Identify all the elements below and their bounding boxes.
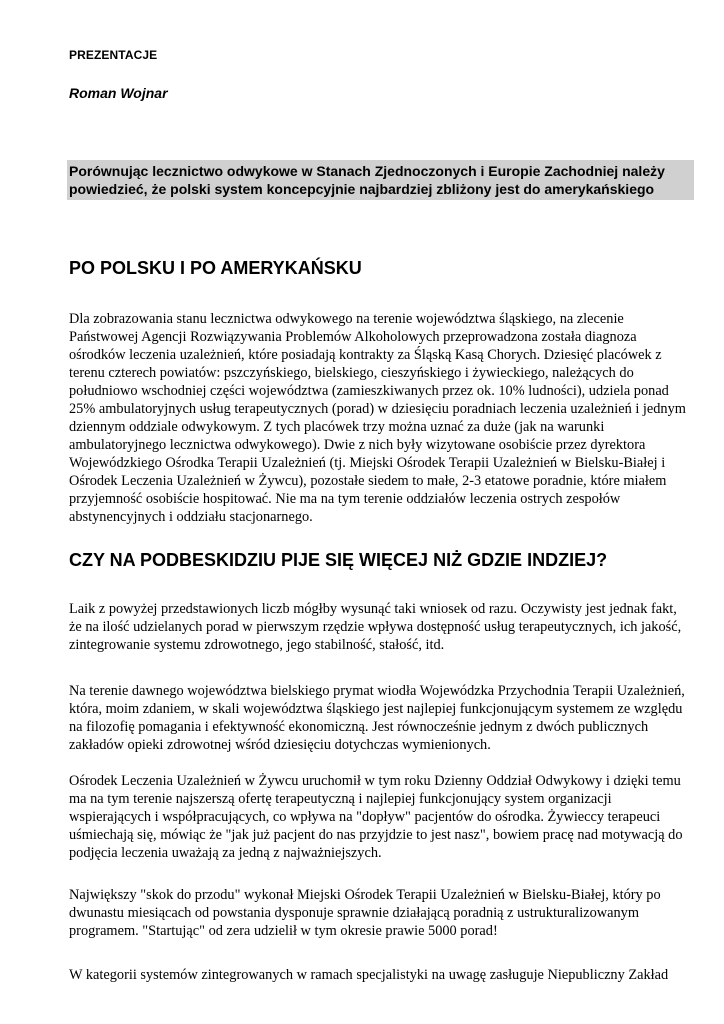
text-line: abstynencyjnych i oddziału stacjonarnego. <box>69 509 313 525</box>
text-line: podjęcia leczenia uważają za jedną z najważniejszych. <box>69 845 382 861</box>
text-line: zakładów opieki zdrowotnej wśród dziesięciu dotychczas wymienionych. <box>69 737 491 753</box>
text-line: wspierających i współpracujących, co wpływa na "dopływ" pacjentów do ośrodka. Żywieccy terapeuci <box>69 809 661 825</box>
text-line: dwunastu miesiącach od powstania dysponuje sprawnie działającą poradnią z ustrukturalizowanym <box>69 905 639 921</box>
text-line: dziennym oddziale odwykowym. Z tych placówek trzy można uznać za duże (jak na warunki <box>69 419 605 435</box>
lead-line: Porównując lecznictwo odwykowe w Stanach Zjednoczonych i Europie Zachodniej należy <box>69 163 665 179</box>
paragraph-4 <box>69 772 691 862</box>
text-line: południowo wschodniej części województwa (zamieszkiwanych przez ok. 10% ludności), udziela ponad <box>69 383 669 399</box>
text-line: Ośrodek Leczenia Uzależnień w Żywcu uruchomił w tym roku Dzienny Oddział Odwykowy i dzięki temu <box>69 773 681 789</box>
paragraph-1 <box>69 310 691 526</box>
section-heading-2: CZY NA PODBESKIDZIU PIJE SIĘ WIĘCEJ NIŻ GDZIE INDZIEJ? <box>69 550 608 570</box>
text-line: przyjemność osobiście hospitować. Nie ma na tym terenie oddziałów leczenia ostrych zespołów <box>69 491 621 507</box>
text-line: Państwowej Agencji Rozwiązywania Problemów Alkoholowych przeprowadzona została diagnoza <box>69 329 637 345</box>
text-line: Wojewódzkiego Ośrodka Terapii Uzależnień (tj. Miejski Ośrodek Terapii Uzależnień w Bielsku-Białej i <box>69 455 666 471</box>
text-line: terenu czterech powiatów: pszczyńskiego, bielskiego, cieszyńskiego i żywieckiego, należących do <box>69 365 634 381</box>
text-line: na filozofię pomagania i efektywność ekonomiczną. Jest równocześnie jednym z dwóch publicznych <box>69 719 649 735</box>
text-line: ośrodków leczenia uzależnień, które posiadają kontrakty za Śląską Kasą Chorych. Dziesięć placówek z <box>69 347 662 363</box>
text-line: 25% ambulatoryjnych usług terapeutycznych (porad) w dziesięciu poradniach leczenia uzależnień i jednym <box>69 401 686 417</box>
author-name: Roman Wojnar <box>69 85 168 101</box>
text-line: zintegrowanie systemu zdrowotnego, jego stabilność, stałość, itd. <box>69 637 445 653</box>
text-line: która, moim zdaniem, w skali województwa śląskiego jest najlepiej funkcjonującym systemem ze względu <box>69 701 683 717</box>
lead-line: powiedzieć, że polski system koncepcyjnie najbardziej zbliżony jest do amerykańskiego <box>69 181 655 197</box>
paragraph-5 <box>69 886 691 940</box>
text-line: uśmiechają się, mówiąc że "jak już pacjent do nas przyjdzie to jest nasz", bowiem pracę nad motywacją do <box>69 827 683 843</box>
text-line: Laik z powyżej przedstawionych liczb mógłby wysunąć taki wniosek od razu. Oczywisty jest jednak fakt, <box>69 601 677 617</box>
paragraph-2 <box>69 600 691 654</box>
paragraph-6 <box>69 966 691 984</box>
text-line: Największy "skok do przodu" wykonał Miejski Ośrodek Terapii Uzależnień w Bielsku-Białej, który po <box>69 887 661 903</box>
text-line: że na ilość udzielanych porad w pierwszym rzędzie wpływa dostępność usług terapeutycznych, ich jakość, <box>69 619 682 635</box>
lead-highlight <box>67 160 694 200</box>
text-line: ambulatoryjnego lecznictwa odwykowego). Dwie z nich były wizytowane osobiście przez dyrektora <box>69 437 646 453</box>
text-line: Na terenie dawnego województwa bielskiego prymat wiodła Wojewódzka Przychodnia Terapii Uzależnień, <box>69 683 685 699</box>
paragraph-3 <box>69 682 691 754</box>
section-heading-1: PO POLSKU I PO AMERYKAŃSKU <box>69 258 362 278</box>
section-label: PREZENTACJE <box>69 48 158 62</box>
text-line: programem. "Startując" od zera udzielił w tym okresie prawie 5000 porad! <box>69 923 498 939</box>
text-line: W kategorii systemów zintegrowanych w ramach specjalistyki na uwagę zasługuje Niepubliczny Zakład <box>69 967 669 983</box>
text-line: ma na tym terenie najszerszą ofertę terapeutyczną i najlepiej funkcjonujący system organizacji <box>69 791 612 807</box>
text-line: Dla zobrazowania stanu lecznictwa odwykowego na terenie województwa śląskiego, na zlecenie <box>69 311 624 327</box>
text-line: Ośrodek Leczenia Uzależnień w Żywcu), pozostałe siedem to małe, 2-3 etatowe poradnie, które miałem <box>69 473 667 489</box>
